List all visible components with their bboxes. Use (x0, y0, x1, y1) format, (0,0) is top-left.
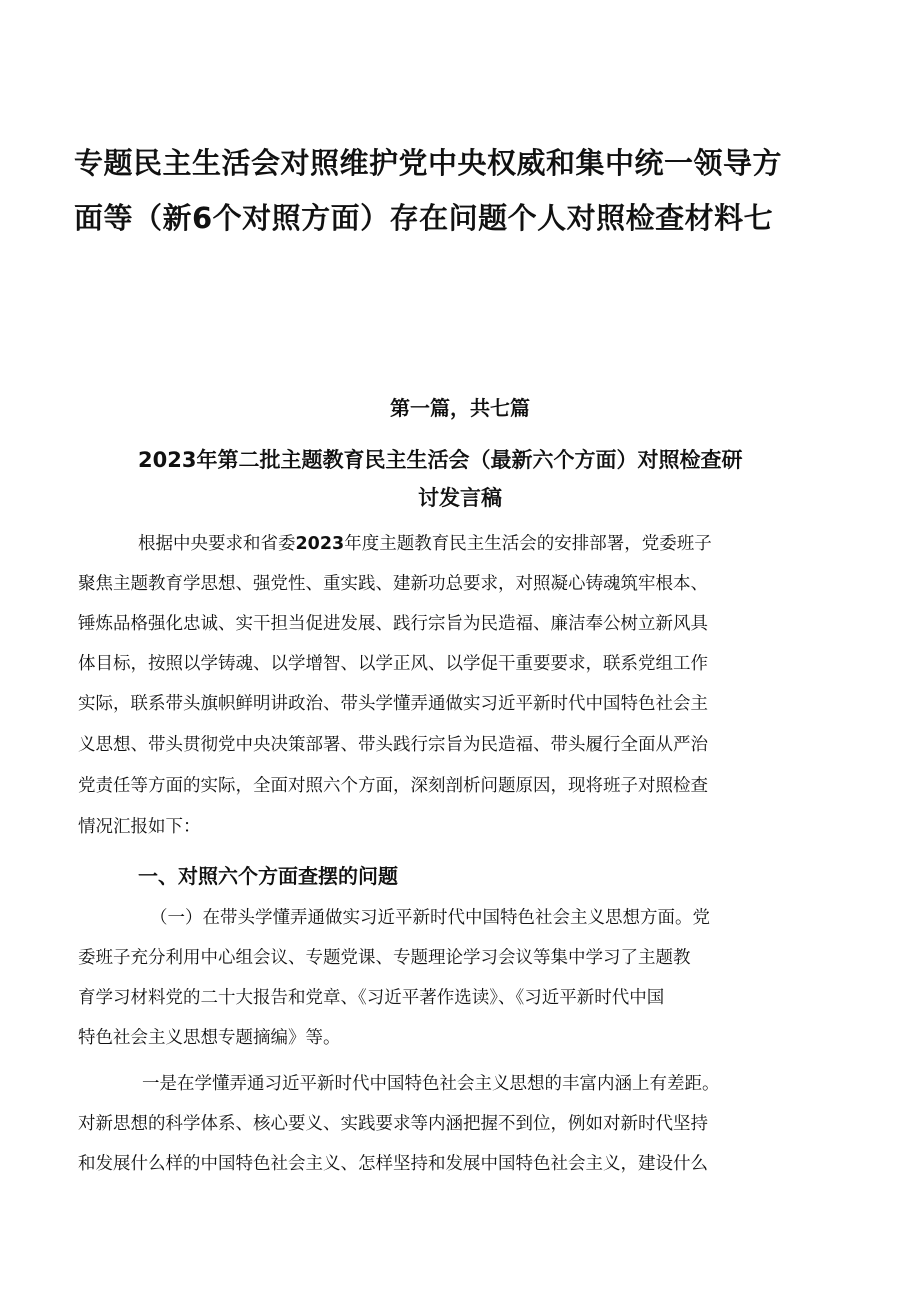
intro-line-4: 体目标，按照以学铸魂、以学增智、以学正风、以学促干重要要求，联系党组工作 (78, 654, 708, 674)
document-title-line-1: 专题民主生活会对照维护党中央权威和集中统一领导方 (74, 146, 783, 180)
intro-line-6: 义思想、带头贯彻党中央决策部署、带头践行宗旨为民造福、带头履行全面从严治 (78, 735, 708, 755)
intro-line-7: 党责任等方面的实际，全面对照六个方面，深刻剖析问题原因，现将班子对照检查 (78, 776, 708, 796)
intro-line-5: 实际，联系带头旗帜鲜明讲政治、带头学懂弄通做实习近平新时代中国特色社会主 (78, 694, 708, 714)
subsection-line-4: 特色社会主义思想专题摘编》等。 (78, 1028, 341, 1048)
intro-text: 年度主题教育民主生活会的安排部署，党委班子 (344, 534, 712, 554)
point-line-3: 和发展什么样的中国特色社会主义、怎样坚持和发展中国特色社会主义，建设什么 (78, 1154, 708, 1174)
intro-line-3: 锤炼品格强化忠诚、实干担当促进发展、践行宗旨为民造福、廉洁奉公树立新风具 (78, 614, 708, 634)
subtitle-line-2: 讨发言稿 (418, 486, 502, 510)
intro-line-2: 聚焦主题教育学思想、强党性、重实践、建新功总要求，对照凝心铸魂筑牢根本、 (78, 574, 708, 594)
intro-line-1 (138, 530, 920, 558)
intro-line-8: 情况汇报如下： (78, 817, 201, 837)
point-line-1: 一是在学懂弄通习近平新时代中国特色社会主义思想的丰富内涵上有差距。 (142, 1074, 720, 1094)
point-line-2: 对新思想的科学体系、核心要义、实践要求等内涵把握不到位，例如对新时代坚持 (78, 1114, 708, 1134)
subtitle-line-1: 2023年第二批主题教育民主生活会（最新六个方面）对照检查研 (138, 448, 743, 472)
subsection-line-2: 委班子充分利用中心组会议、专题党课、专题理论学习会议等集中学习了主题教 (78, 948, 691, 968)
subsection-line-3: 育学习材料党的二十大报告和党章、《习近平著作选读》、《习近平新时代中国 (78, 988, 665, 1008)
subsection-line-1: （一）在带头学懂弄通做实习近平新时代中国特色社会主义思想方面。党 (150, 908, 710, 928)
section-heading: 一、对照六个方面查摆的问题 (138, 864, 398, 888)
intro-year: 2023 (295, 534, 345, 554)
intro-text: 根据中央要求和省委 (138, 534, 296, 554)
part-label: 第一篇，共七篇 (390, 396, 530, 420)
document-title-line-2: 面等（新6个对照方面）存在问题个人对照检查材料七 (74, 201, 774, 235)
